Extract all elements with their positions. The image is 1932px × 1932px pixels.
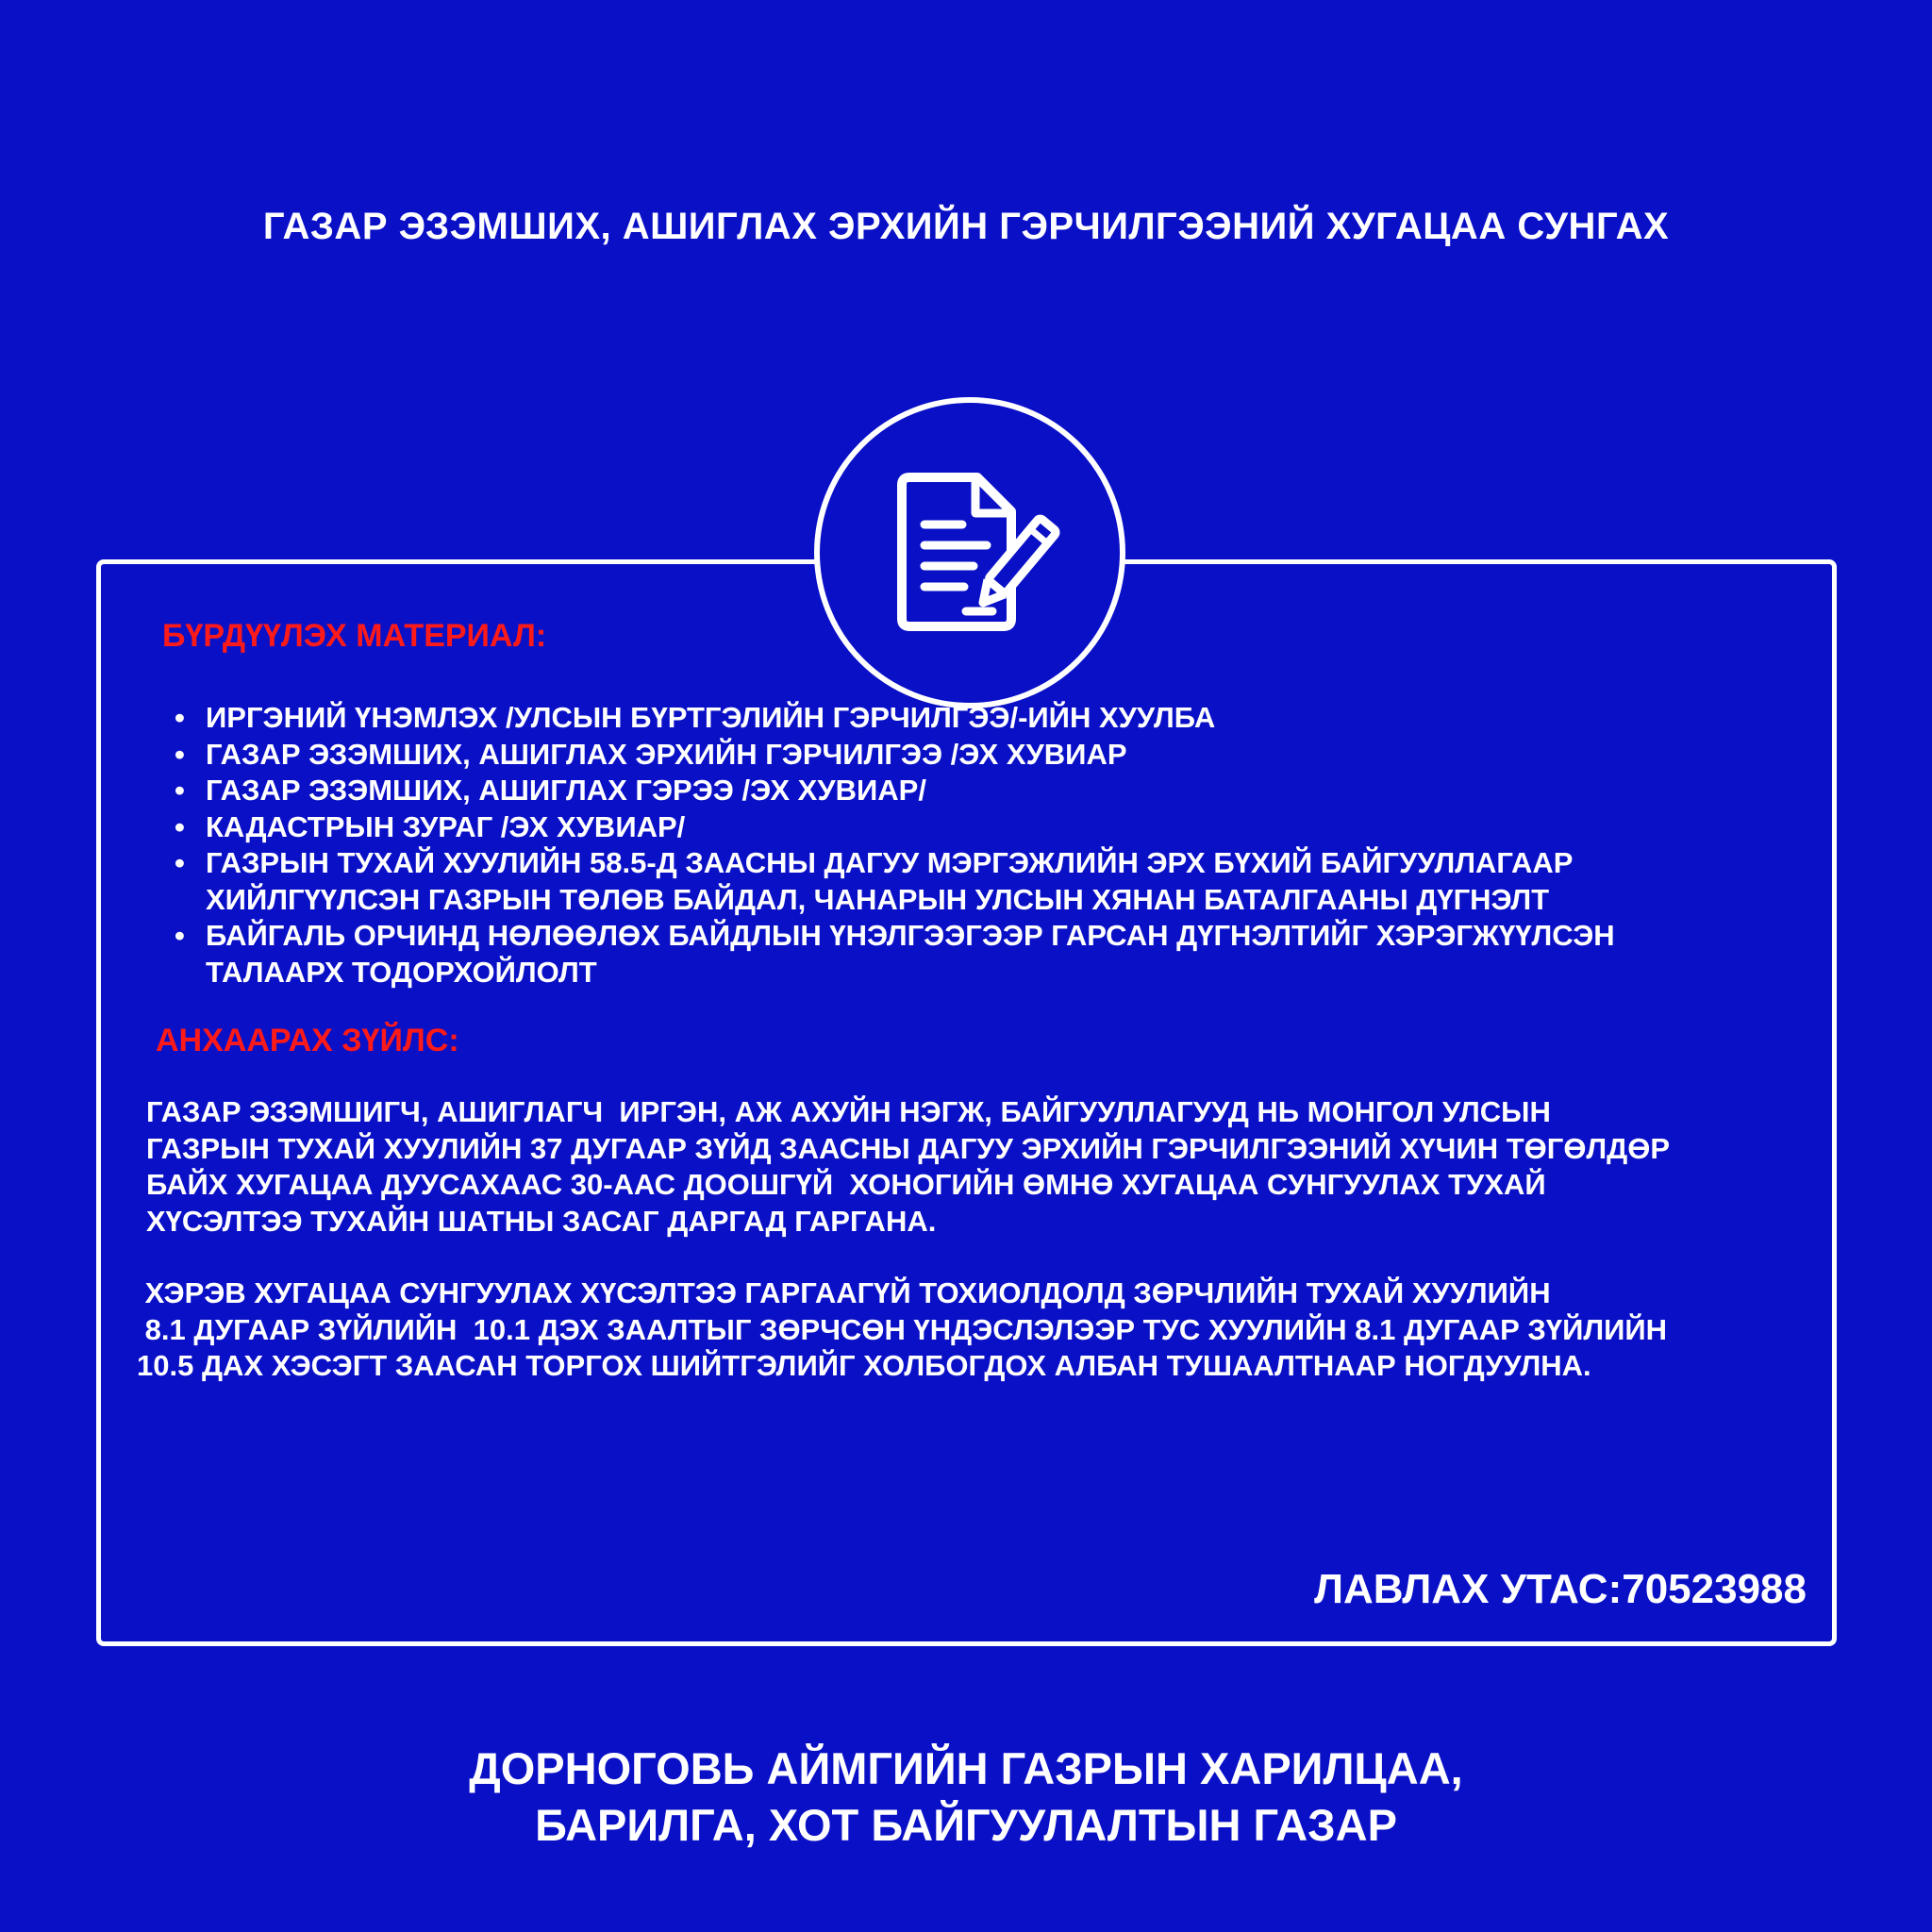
- document-edit-icon: [875, 458, 1064, 647]
- contact-phone: ЛАВЛАХ УТАС:70523988: [1314, 1566, 1807, 1612]
- materials-list: [175, 700, 1615, 991]
- list-item: • ГАЗАР ЭЗЭМШИХ, АШИГЛАХ ЭРХИЙН ГЭРЧИЛГЭЭ /ЭХ ХУВИАР: [175, 737, 1615, 774]
- materials-heading: БҮРДҮҮЛЭХ МАТЕРИАЛ:: [162, 618, 547, 654]
- list-item: • ИРГЭНИЙ ҮНЭМЛЭХ /УЛСЫН БҮРТГЭЛИЙН ГЭРЧИЛГЭЭ/-ИЙН ХУУЛБА: [175, 700, 1615, 737]
- notes-paragraph-1: ГАЗАР ЭЗЭМШИГЧ, АШИГЛАГЧ ИРГЭН, АЖ АХУЙН НЭГЖ, БАЙГУУЛЛАГУУД НЬ МОНГОЛ УЛСЫН ГАЗРЫН ТУХАЙ ХУУЛИЙН 37 ДУГААР ЗҮЙД ЗААСНЫ ДАГУУ ЭРХИЙН ГЭРЧИЛГЭЭНИЙ ХҮЧИН ТӨГӨЛДӨР БАЙХ ХУГАЦАА ДУУСАХААС 30-ААС ДООШГҮЙ ХОНОГИЙН ӨМНӨ ХУГАЦАА СУНГУУЛАХ ТУХАЙ ХҮСЭЛТЭЭ ТУХАЙН ШАТНЫ ЗАСАГ ДАРГАД ГАРГАНА.: [146, 1095, 1671, 1238]
- list-item: • КАДАСТРЫН ЗУРАГ /ЭХ ХУВИАР/: [175, 809, 1615, 846]
- notes-heading: АНХААРАХ ЗҮЙЛС:: [156, 1023, 459, 1058]
- organization-footer: [0, 1740, 1932, 1854]
- icon-circle: [814, 397, 1125, 708]
- list-item: • БАЙГАЛЬ ОРЧИНД НӨЛӨӨЛӨХ БАЙДЛЫН ҮНЭЛГЭЭГЭЭР ГАРСАН ДҮГНЭЛТИЙГ ХЭРЭГЖҮҮЛСЭН ТАЛААРХ ТОДОРХОЙЛОЛТ: [175, 918, 1615, 991]
- footer-line-2: БАРИЛГА, ХОТ БАЙГУУЛАЛТЫН ГАЗАР: [535, 1800, 1397, 1850]
- footer-line-1: ДОРНОГОВЬ АЙМГИЙН ГАЗРЫН ХАРИЛЦАА,: [469, 1743, 1463, 1793]
- notes-paragraph-2: ХЭРЭВ ХУГАЦАА СУНГУУЛАХ ХҮСЭЛТЭЭ ГАРГААГҮЙ ТОХИОЛДОЛД ЗӨРЧЛИЙН ТУХАЙ ХУУЛИЙН 8.1 ДУГААР ЗҮЙЛИЙН 10.1 ДЭХ ЗААЛТЫГ ЗӨРЧСӨН ҮНДЭСЛЭЛЭЭР ТУС ХУУЛИЙН 8.1 ДУГААР ЗҮЙЛИЙН 10.5 ДАХ ХЭСЭГТ ЗААСАН ТОРГОХ ШИЙТГЭЛИЙГ ХОЛБОГДОХ АЛБАН ТУШААЛТНААР НОГДУУЛНА.: [137, 1276, 1668, 1382]
- page-title: ГАЗАР ЭЗЭМШИХ, АШИГЛАХ ЭРХИЙН ГЭРЧИЛГЭЭНИЙ ХУГАЦАА СУНГАХ: [262, 206, 1670, 247]
- list-item: • ГАЗРЫН ТУХАЙ ХУУЛИЙН 58.5-Д ЗААСНЫ ДАГУУ МЭРГЭЖЛИЙН ЭРХ БҮХИЙ БАЙГУУЛЛАГААР ХИЙЛГҮҮЛСЭН ГАЗРЫН ТӨЛӨВ БАЙДАЛ, ЧАНАРЫН УЛСЫН ХЯНАН БАТАЛГААНЫ ДҮГНЭЛТ: [175, 845, 1615, 918]
- list-item: • ГАЗАР ЭЗЭМШИХ, АШИГЛАХ ГЭРЭЭ /ЭХ ХУВИАР/: [175, 773, 1615, 809]
